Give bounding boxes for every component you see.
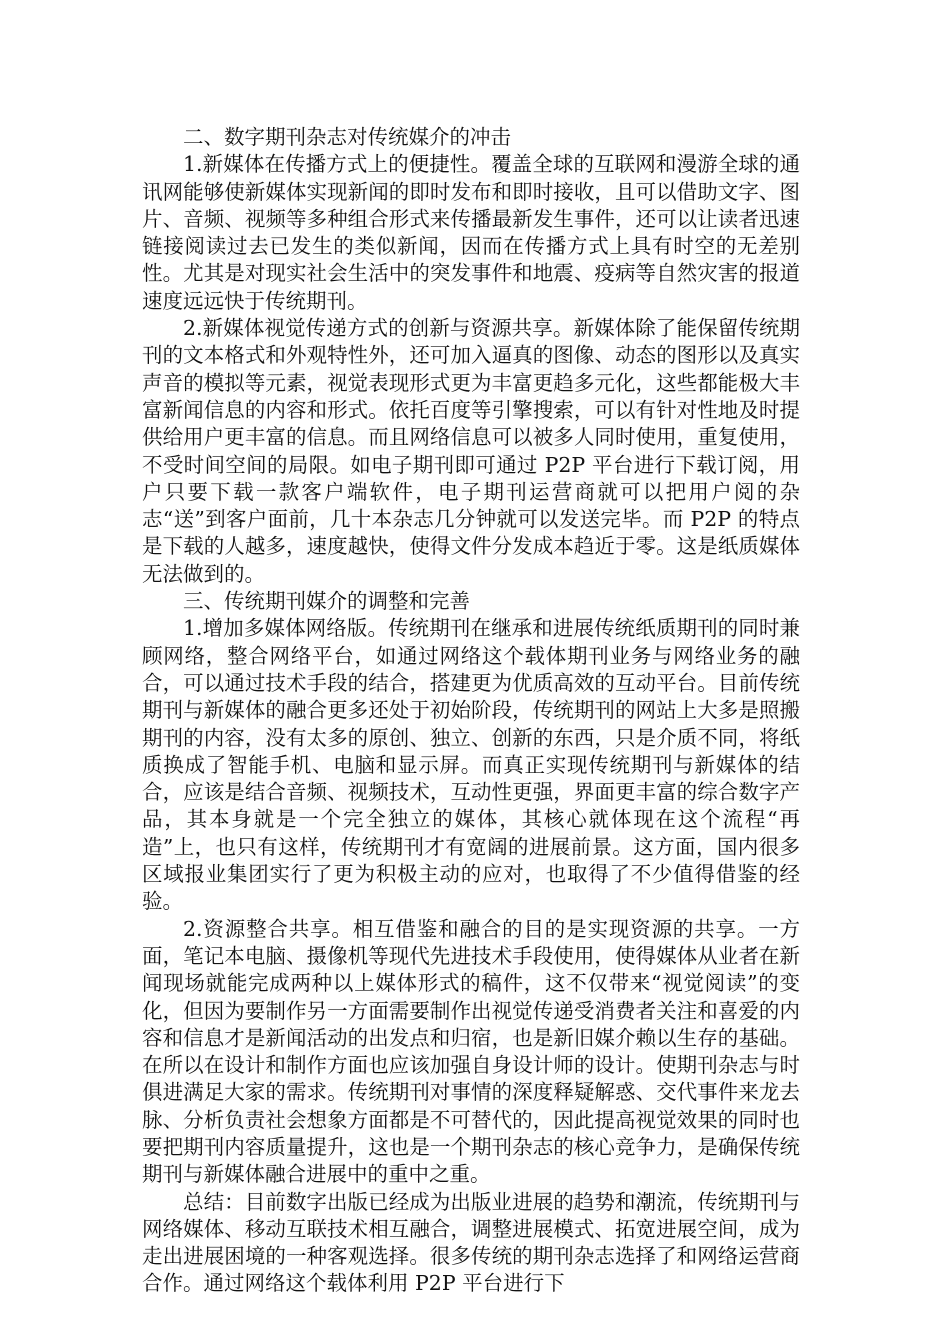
paragraph-multimedia: 1.增加多媒体网络版。传统期刊在继承和进展传统纸质期刊的同时兼顾网络，整合网络平台，如通过网络这个载体期刊业务与网络业务的融合，可以通过技术手段的结合，搭建更为优质高效的互动平台。目前传统期刊与新媒体的融合更多还处于初始阶段，传统期刊的网站上大多是照搬期刊的内容，没有太多的原创、独立、创新的东西，只是介质不同，将纸质换成了智能手机、电脑和显示屏。而真正实现传统期刊与新媒体的结合，应该是结合音频、视频技术，互动性更强，界面更丰富的综合数字产品，其本身就是一个完全独立的媒体，其核心就体现在这个流程“再造”上，也只有这样，传统期刊才有宽阔的进展前景。这方面，国内很多区域报业集团实行了更为积极主动的应对，也取得了不少值得借鉴的经验。 xyxy=(142,616,800,914)
paragraph-resource-sharing: 2.资源整合共享。相互借鉴和融合的目的是实现资源的共享。一方面，笔记本电脑、摄像机等现代先进技术手段使用，使得媒体从业者在新闻现场就能完成两种以上媒体形式的稿件，这不仅带来“视觉阅读”的变化，但因为要制作另一方面需要制作出视觉传递受消费者关注和喜爱的内容和信息才是新闻活动的出发点和归宿，也是新旧媒介赖以生存的基础。在所以在设计和制作方面也应该加强自身设计师的设计。使期刊杂志与时俱进满足大家的需求。传统期刊对事情的深度释疑解惑、交代事件来龙去脉、分析负责社会想象方面都是不可替代的，因此提高视觉效果的同时也要把期刊内容质量提升，这也是一个期刊杂志的核心竞争力，是确保传统期刊与新媒体融合进展中的重中之重。 xyxy=(142,916,800,1187)
section-heading-2: 二、数字期刊杂志对传统媒介的冲击 xyxy=(183,125,511,149)
paragraph-convenience: 1.新媒体在传播方式上的便捷性。覆盖全球的互联网和漫游全球的通讯网能够使新媒体实现新闻的即时发布和即时接收，且可以借助文字、图片、音频、视频等多种组合形式来传播最新发生事件，还可以让读者迅速链接阅读过去已发生的类似新闻，因而在传播方式上具有时空的无差别性。尤其是对现实社会生活中的突发事件和地震、疫病等自然灾害的报道速度远远快于传统期刊。 xyxy=(142,152,800,313)
paragraph-summary: 总结：目前数字出版已经成为出版业进展的趋势和潮流，传统期刊与网络媒体、移动互联技术相互融合，调整进展模式、拓宽进展空间，成为走出进展困境的一种客观选择。很多传统的期刊杂志选择了和网络运营商合作。通过网络这个载体利用 P2P 平台进行下 xyxy=(142,1189,800,1296)
document-page xyxy=(142,124,800,1298)
section-heading-3: 三、传统期刊媒介的调整和完善 xyxy=(183,589,470,614)
paragraph-visual-innovation: 2.新媒体视觉传递方式的创新与资源共享。新媒体除了能保留传统期刊的文本格式和外观特性外，还可加入逼真的图像、动态的图形以及真实声音的模拟等元素，视觉表现形式更为丰富更趋多元化，这些都能极大丰富新闻信息的内容和形式。依托百度等引擎搜索，可以有针对性地及时提供给用户更丰富的信息。而且网络信息可以被多人同时使用，重复使用，不受时间空间的局限。如电子期刊即可通过 P2P 平台进行下载订阅，用户只要下载一款客户端软件，电子期刊运营商就可以把用户阅的杂志“送”到客户面前，几十本杂志几分钟就可以发送完毕。而 P2P 的特点是下载的人越多，速度越快，使得文件分发成本趋近于零。这是纸质媒体无法做到的。 xyxy=(142,316,800,586)
